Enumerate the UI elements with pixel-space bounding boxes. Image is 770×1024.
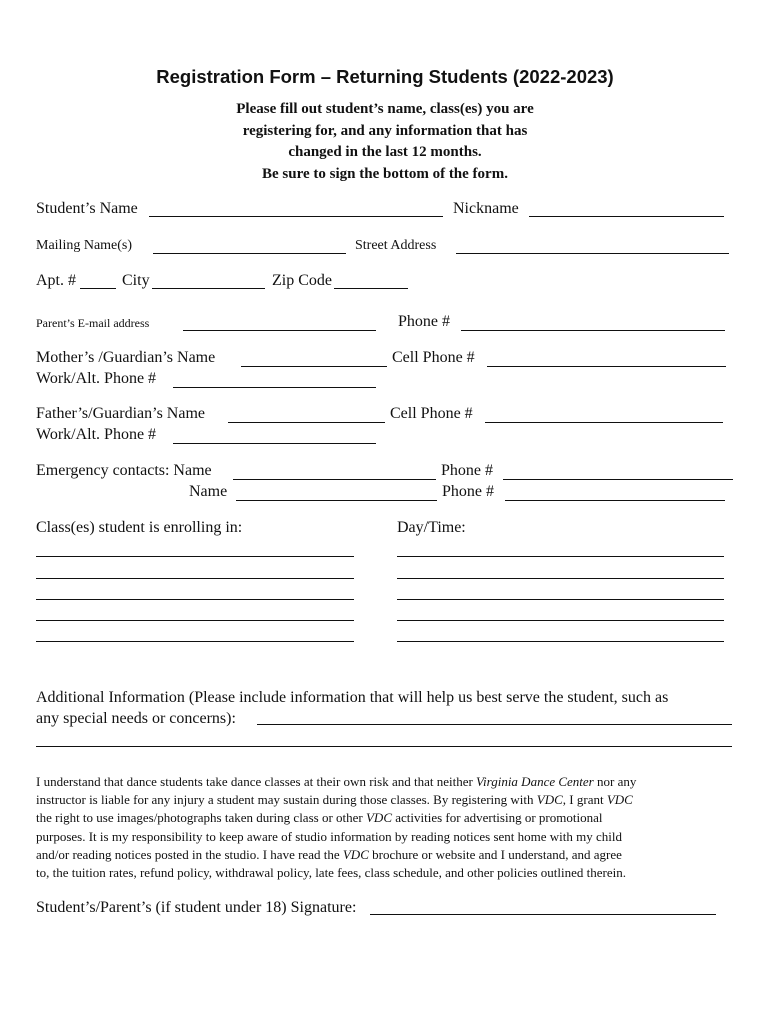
- additional-info-field-2[interactable]: [36, 746, 732, 747]
- day-time-field-1[interactable]: [397, 556, 724, 557]
- day-time-field-3[interactable]: [397, 599, 724, 600]
- emergency-name-1-field[interactable]: [233, 479, 436, 480]
- mailing-names-label: Mailing Name(s): [36, 238, 133, 253]
- class-field-1[interactable]: [36, 556, 354, 557]
- father-name-field[interactable]: [228, 422, 385, 423]
- phone-label: Phone #: [398, 313, 450, 330]
- emergency-name-2-label: Name: [189, 483, 228, 500]
- nickname-field[interactable]: [529, 216, 724, 217]
- emergency-phone-2-label: Phone #: [442, 483, 494, 500]
- additional-info-line2: any special needs or concerns):: [36, 710, 236, 727]
- father-work-field[interactable]: [173, 443, 376, 444]
- consent-line: to, the tuition rates, refund policy, withdrawal policy, late fees, class schedule, and other policies outlined therein.: [36, 865, 626, 881]
- day-time-field-4[interactable]: [397, 620, 724, 621]
- zip-label: Zip Code: [272, 272, 332, 289]
- day-time-field-2[interactable]: [397, 578, 724, 579]
- emergency-phone-1-label: Phone #: [441, 462, 493, 479]
- class-field-3[interactable]: [36, 599, 354, 600]
- mother-name-label: Mother’s /Guardian’s Name: [36, 349, 216, 366]
- instructions: [0, 99, 770, 185]
- parent-email-field[interactable]: [183, 330, 376, 331]
- classes-label: Class(es) student is enrolling in:: [36, 519, 243, 536]
- signature-label: Student’s/Parent’s (if student under 18) Signature:: [36, 899, 357, 916]
- consent-line: and/or reading notices posted in the studio. I have read the VDC brochure or website and I understand, and agree: [36, 846, 622, 862]
- additional-info: [36, 687, 668, 729]
- father-cell-field[interactable]: [485, 422, 723, 423]
- studio-name: Virginia Dance Center: [476, 774, 594, 789]
- mother-cell-label: Cell Phone #: [392, 349, 475, 366]
- mother-name-field[interactable]: [241, 366, 387, 367]
- emergency-label: Emergency contacts: Name: [36, 462, 212, 479]
- class-field-5[interactable]: [36, 641, 354, 642]
- father-work-label: Work/Alt. Phone #: [36, 426, 157, 443]
- mother-work-label: Work/Alt. Phone #: [36, 370, 157, 387]
- consent-line: I understand that dance students take dance classes at their own risk and that neither Virginia Dance Center nor any: [36, 774, 637, 789]
- mother-cell-field[interactable]: [487, 366, 726, 367]
- nickname-label: Nickname: [453, 200, 519, 217]
- street-address-field[interactable]: [456, 253, 729, 254]
- additional-info-field-1[interactable]: [257, 724, 732, 725]
- additional-info-line1: Additional Information (Please include information that will help us best serve the student, such as: [36, 689, 669, 706]
- student-name-field[interactable]: [149, 216, 443, 217]
- father-cell-label: Cell Phone #: [390, 405, 473, 422]
- emergency-phone-2-field[interactable]: [505, 500, 725, 501]
- city-field[interactable]: [152, 288, 265, 289]
- zip-field[interactable]: [334, 288, 408, 289]
- day-time-label: Day/Time:: [397, 519, 466, 536]
- instruction-line: registering for, and any information that has: [242, 122, 528, 139]
- emergency-phone-1-field[interactable]: [503, 479, 733, 480]
- emergency-name-2-field[interactable]: [236, 500, 437, 501]
- consent-line: the right to use images/photographs taken during class or other VDC activities for advertising or promotional: [36, 810, 603, 826]
- consent-paragraph: [36, 773, 736, 882]
- class-field-2[interactable]: [36, 578, 354, 579]
- day-time-field-5[interactable]: [397, 641, 724, 642]
- consent-line: purposes. It is my responsibility to keep aware of studio information by reading notices sent home with my child: [36, 828, 622, 844]
- apt-label: Apt. #: [36, 272, 76, 289]
- instruction-line: changed in the last 12 months.: [288, 144, 482, 160]
- phone-field[interactable]: [461, 330, 725, 331]
- father-name-label: Father’s/Guardian’s Name: [36, 405, 205, 422]
- instruction-line: Please fill out student’s name, class(es) you are: [236, 101, 534, 117]
- apt-field[interactable]: [80, 288, 116, 289]
- consent-line: instructor is liable for any injury a student may sustain during those classes. By registering with VDC, I grant VDC: [36, 792, 633, 808]
- student-name-label: Student’s Name: [36, 200, 138, 217]
- street-address-label: Street Address: [355, 238, 437, 253]
- signature-field[interactable]: [370, 914, 716, 915]
- mailing-names-field[interactable]: [153, 253, 346, 254]
- parent-email-label: Parent’s E-mail address: [36, 316, 150, 330]
- class-field-4[interactable]: [36, 620, 354, 621]
- city-label: City: [122, 272, 150, 289]
- instruction-line: Be sure to sign the bottom of the form.: [262, 165, 508, 182]
- mother-work-field[interactable]: [173, 387, 376, 388]
- form-title: Registration Form – Returning Students (2022-2023): [156, 66, 614, 87]
